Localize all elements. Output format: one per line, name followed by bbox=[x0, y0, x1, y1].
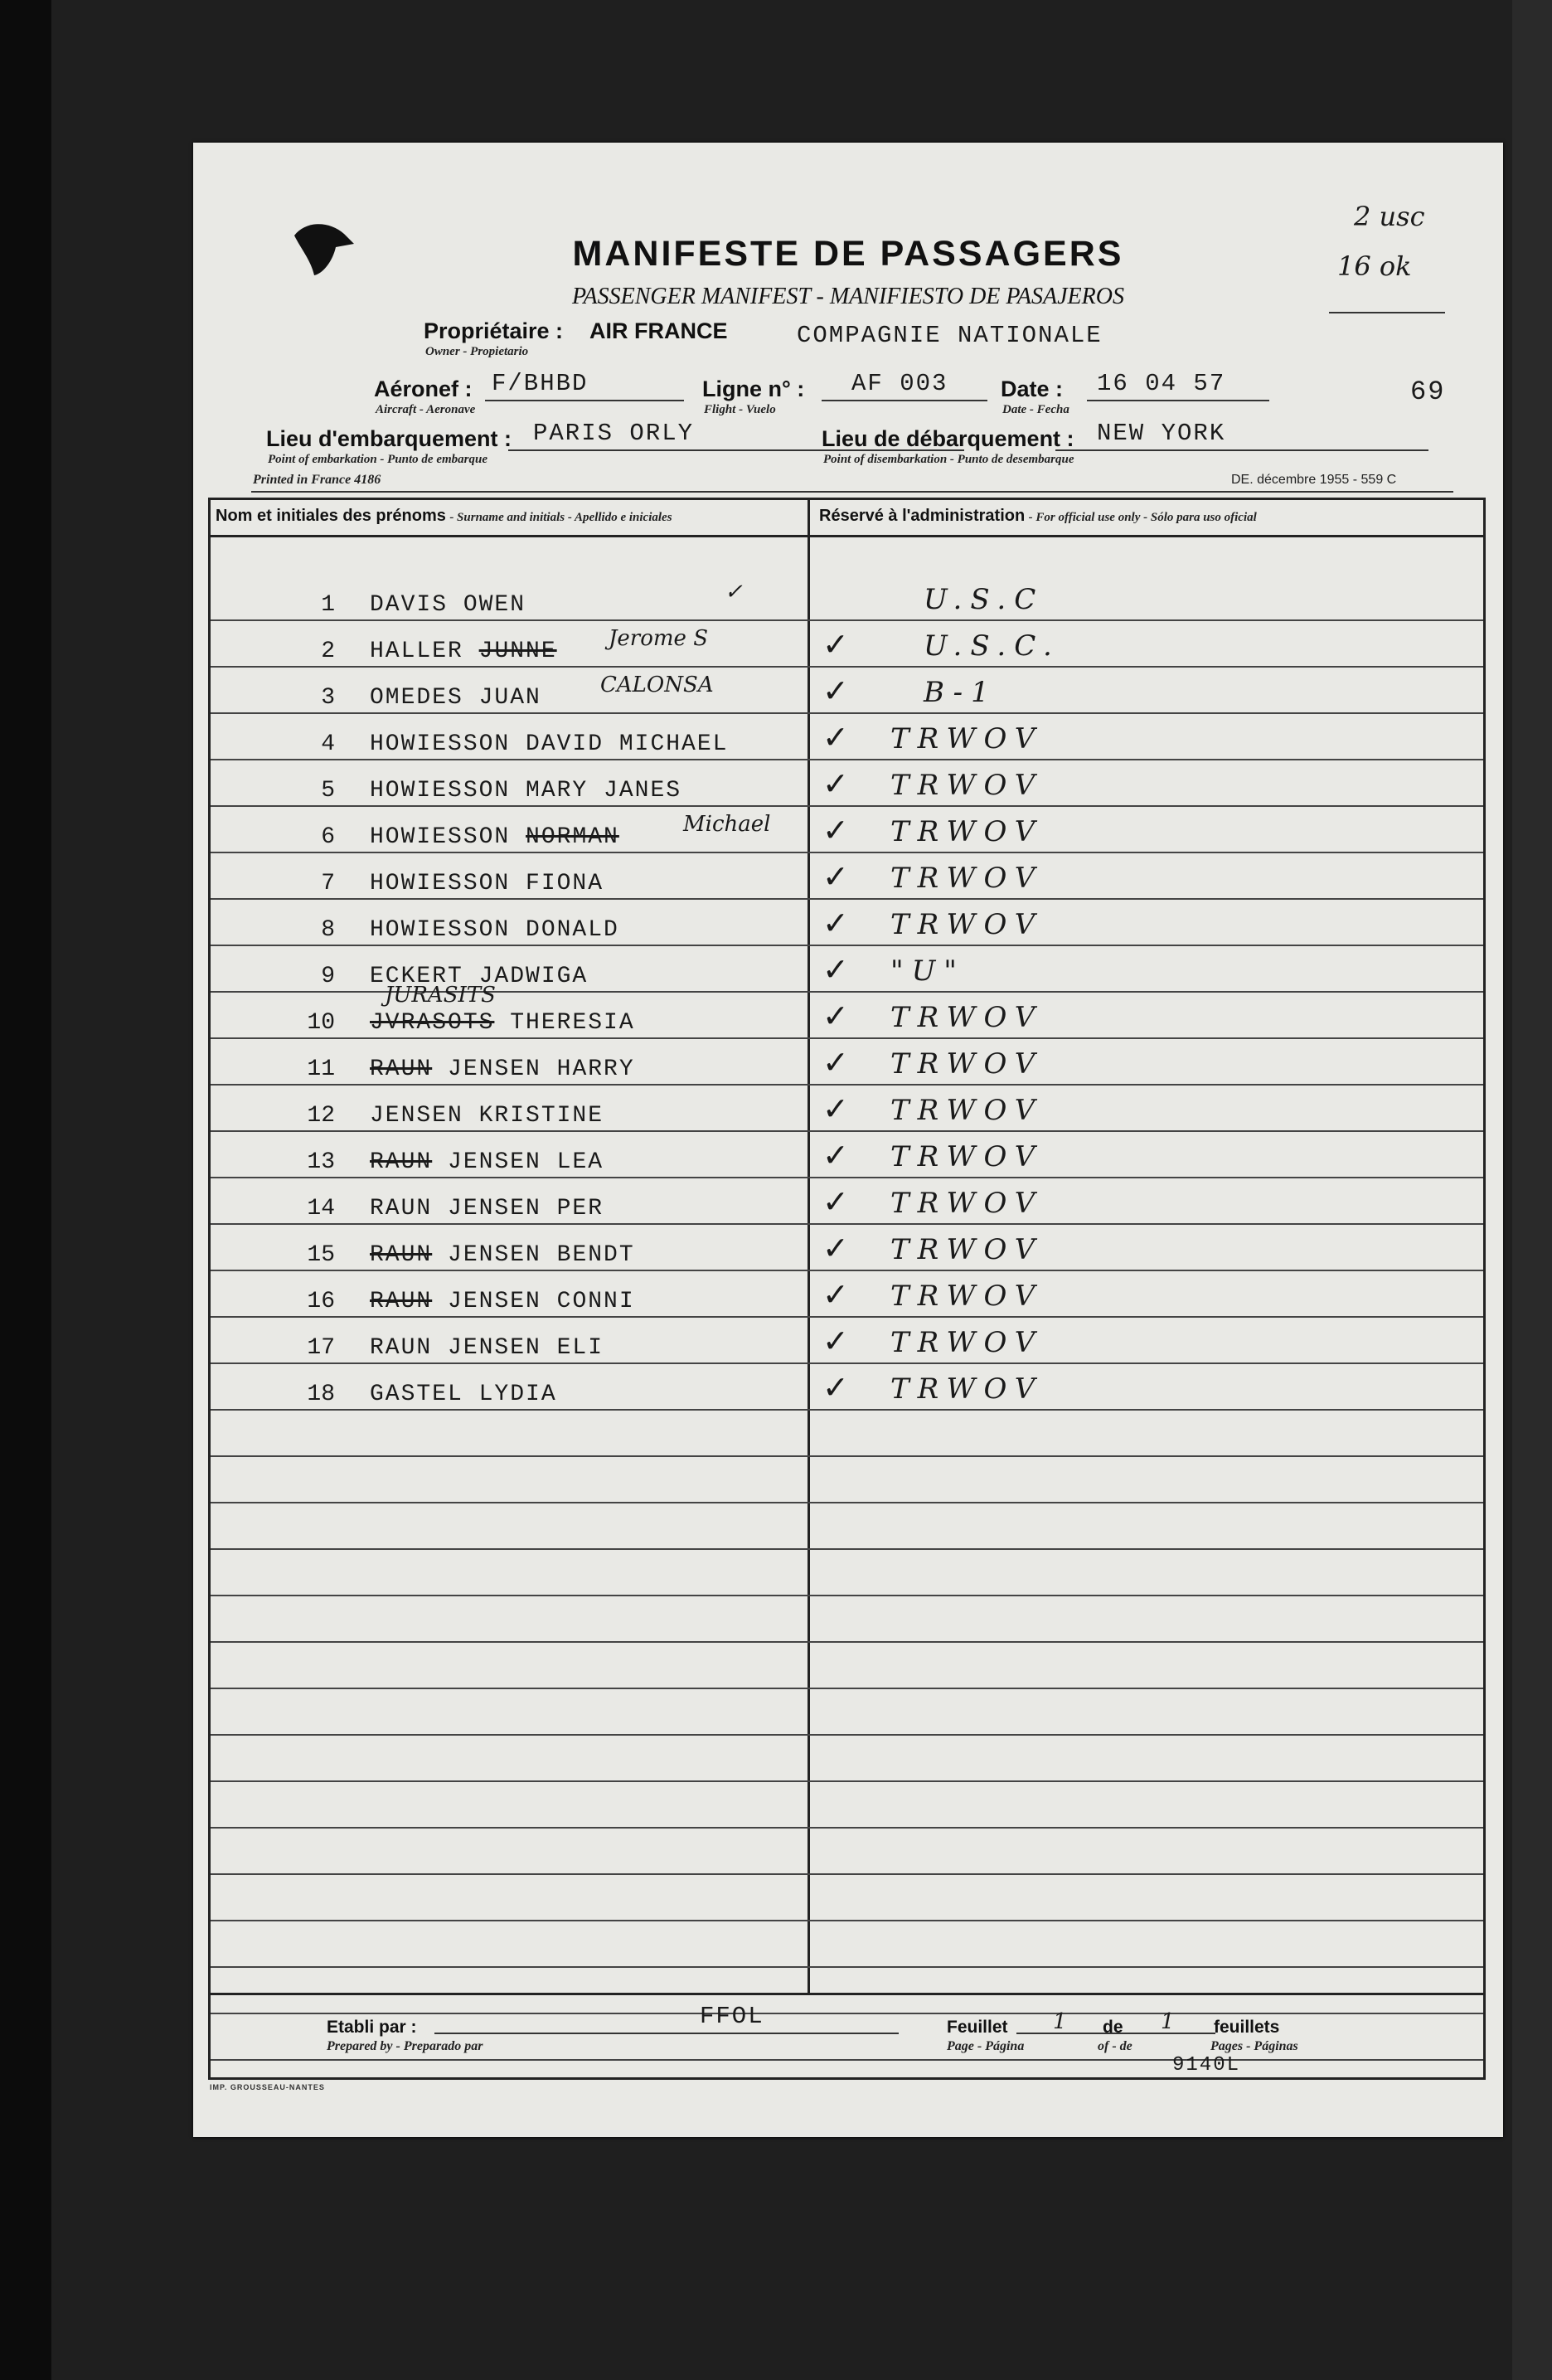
row-number: 12 bbox=[307, 1103, 335, 1129]
admin-note: TRWOV bbox=[890, 1372, 1044, 1406]
check-mark-icon: ✓ bbox=[822, 1230, 849, 1266]
prepared-label-sub: Prepared by - Preparado par bbox=[327, 2039, 483, 2053]
owner-typed: COMPAGNIE NATIONALE bbox=[797, 322, 1103, 349]
passenger-name-text: RAUN JENSEN PER bbox=[370, 1196, 604, 1222]
manifest-title: MANIFESTE DE PASSAGERS bbox=[572, 234, 1124, 274]
check-mark-icon: ✓ bbox=[822, 1044, 849, 1081]
check-mark-icon: ✓ bbox=[822, 1090, 849, 1127]
table-row bbox=[211, 900, 1483, 946]
disembark-value: NEW YORK bbox=[1097, 420, 1226, 447]
check-mark-icon: ✓ bbox=[822, 1183, 849, 1220]
row-number: 2 bbox=[321, 639, 335, 664]
table-row bbox=[211, 714, 1483, 760]
admin-note: U.S.C. bbox=[924, 629, 1060, 663]
passenger-name bbox=[370, 1010, 635, 1036]
empty-table-row bbox=[211, 1782, 1483, 1829]
table-row bbox=[211, 1132, 1483, 1178]
printed-note: Printed in France 4186 bbox=[253, 473, 381, 487]
passenger-name-text: ECKERT JADWIGA bbox=[370, 964, 589, 989]
empty-table-row bbox=[211, 1411, 1483, 1457]
empty-table-row bbox=[211, 1503, 1483, 1550]
check-mark-icon: ✓ bbox=[822, 951, 849, 988]
passenger-name bbox=[370, 639, 557, 664]
table-row bbox=[211, 1225, 1483, 1271]
empty-table-row bbox=[211, 1829, 1483, 1875]
row-number: 18 bbox=[307, 1382, 335, 1407]
passenger-name-text: JENSEN CONNI bbox=[448, 1289, 635, 1314]
check-mark-icon: ✓ bbox=[822, 673, 849, 709]
admin-note: TRWOV bbox=[890, 1140, 1044, 1173]
admin-note: B-1 bbox=[924, 676, 997, 709]
row-number: 16 bbox=[307, 1289, 335, 1314]
admin-note: TRWOV bbox=[890, 1187, 1044, 1220]
prepared-label: Etabli par : bbox=[327, 2018, 417, 2037]
flight-label-sub: Flight - Vuelo bbox=[704, 403, 776, 416]
stamp-number: 9140L bbox=[1172, 2054, 1241, 2076]
passenger-name-text: GASTEL LYDIA bbox=[370, 1382, 557, 1407]
row-number: 4 bbox=[321, 731, 335, 757]
aircraft-value: F/BHBD bbox=[492, 370, 589, 397]
struck-text: JUNNE bbox=[478, 639, 557, 664]
sheets-label-sub: Pages - Páginas bbox=[1210, 2039, 1298, 2053]
passenger-name-text: HOWIESSON DONALD bbox=[370, 917, 619, 943]
table-row bbox=[211, 575, 1483, 621]
flight-label: Ligne n° : bbox=[702, 376, 805, 401]
check-mark-icon: ✓ bbox=[822, 1323, 849, 1359]
struck-text: JVRASOTS bbox=[370, 1010, 495, 1036]
passenger-name bbox=[370, 778, 681, 804]
disembark-label-sub: Point of disembarkation - Punto de desembarque bbox=[823, 453, 1074, 466]
struck-text: NORMAN bbox=[526, 824, 619, 850]
row-number: 15 bbox=[307, 1242, 335, 1268]
row-number: 11 bbox=[307, 1056, 335, 1082]
passenger-name-text: JENSEN LEA bbox=[448, 1149, 604, 1175]
sheet-label: Feuillet bbox=[947, 2018, 1008, 2037]
admin-note: TRWOV bbox=[890, 815, 1044, 848]
flight-value: AF 003 bbox=[851, 370, 948, 397]
sheet-value: 1 bbox=[1053, 2009, 1067, 2034]
admin-note: TRWOV bbox=[890, 769, 1044, 802]
check-mark-icon: ✓ bbox=[822, 719, 849, 755]
of-label-sub: of - de bbox=[1098, 2039, 1132, 2053]
passenger-name bbox=[370, 1149, 604, 1175]
table-row bbox=[211, 621, 1483, 668]
table-row bbox=[211, 807, 1483, 853]
passenger-name-text: RAUN JENSEN ELI bbox=[370, 1335, 604, 1361]
check-mark-icon: ✓ bbox=[822, 998, 849, 1034]
check-mark-icon: ✓ bbox=[822, 905, 849, 941]
check-mark-icon: ✓ bbox=[822, 1369, 849, 1406]
empty-table-row bbox=[211, 1875, 1483, 1921]
struck-text: RAUN bbox=[370, 1289, 433, 1314]
empty-table-row bbox=[211, 1921, 1483, 1968]
admin-note: TRWOV bbox=[890, 908, 1044, 941]
corner-note-2: 16 ok bbox=[1337, 250, 1412, 282]
passenger-name bbox=[370, 731, 728, 757]
date-value: 16 04 57 bbox=[1097, 370, 1226, 397]
empty-table-row bbox=[211, 1643, 1483, 1689]
passenger-name-text: THERESIA bbox=[510, 1010, 635, 1036]
date-label: Date : bbox=[1001, 376, 1064, 401]
admin-note: TRWOV bbox=[890, 1280, 1044, 1313]
page-number: 69 bbox=[1410, 376, 1446, 407]
admin-note: TRWOV bbox=[890, 862, 1044, 895]
passenger-name-text: HOWIESSON DAVID MICHAEL bbox=[370, 731, 729, 757]
check-mark-icon: ✓ bbox=[822, 1276, 849, 1313]
empty-table-row bbox=[211, 1550, 1483, 1596]
admin-note: "U" bbox=[890, 954, 965, 988]
manifest-subtitle: PASSENGER MANIFEST - MANIFIESTO DE PASAJEROS bbox=[572, 284, 1124, 309]
owner-label-sub: Owner - Propietario bbox=[425, 345, 529, 358]
passenger-name bbox=[370, 1242, 635, 1268]
scan-border-right bbox=[1512, 0, 1552, 2380]
passenger-name bbox=[370, 1335, 604, 1361]
row-number: 6 bbox=[321, 824, 335, 850]
of-label: de bbox=[1103, 2018, 1123, 2037]
row-number: 10 bbox=[307, 1010, 335, 1036]
check-mark-icon: ✓ bbox=[822, 765, 849, 802]
printer-mark: IMP. GROUSSEAU-NANTES bbox=[210, 2083, 325, 2091]
empty-table-row bbox=[211, 1689, 1483, 1736]
admin-note: TRWOV bbox=[890, 1233, 1044, 1266]
scan-border-left bbox=[0, 0, 51, 2380]
embark-label: Lieu d'embarquement : bbox=[266, 426, 512, 451]
struck-text: RAUN bbox=[370, 1056, 433, 1082]
handwritten-annotation: Jerome S bbox=[609, 626, 709, 651]
col-header-names: Nom et initiales des prénoms - Surname and initials - Apellido e iniciales bbox=[216, 507, 672, 525]
passenger-name-text: HALLER bbox=[370, 639, 463, 664]
passenger-name-text: HOWIESSON FIONA bbox=[370, 871, 604, 896]
passenger-name bbox=[370, 871, 604, 896]
handwritten-annotation: Michael bbox=[683, 812, 771, 837]
passenger-name bbox=[370, 1289, 635, 1314]
passenger-name-text: JENSEN BENDT bbox=[448, 1242, 635, 1268]
admin-note: TRWOV bbox=[890, 722, 1044, 755]
passenger-name bbox=[370, 917, 619, 943]
check-mark-icon: ✓ bbox=[822, 858, 849, 895]
passenger-name-text: DAVIS OWEN bbox=[370, 592, 526, 618]
row-number: 8 bbox=[321, 917, 335, 943]
row-number: 9 bbox=[321, 964, 335, 989]
col-header-admin: Réservé à l'administration - For official use only - Sólo para uso oficial bbox=[819, 507, 1257, 525]
passenger-name bbox=[370, 1056, 635, 1082]
empty-table-row bbox=[211, 1736, 1483, 1782]
table-row bbox=[211, 668, 1483, 714]
row-number: 3 bbox=[321, 685, 335, 711]
of-value: 1 bbox=[1161, 2009, 1175, 2034]
owner-value: AIR FRANCE bbox=[589, 318, 728, 343]
passenger-name-text: JENSEN KRISTINE bbox=[370, 1103, 604, 1129]
prepared-value: FFOL bbox=[700, 2003, 764, 2030]
handwritten-annotation: JURASITS bbox=[385, 983, 496, 1008]
check-mark-icon: ✓ bbox=[822, 812, 849, 848]
table-row bbox=[211, 760, 1483, 807]
table-row bbox=[211, 1178, 1483, 1225]
disembark-label: Lieu de débarquement : bbox=[822, 426, 1074, 451]
empty-table-row bbox=[211, 1457, 1483, 1503]
passenger-name bbox=[370, 824, 619, 850]
passenger-name bbox=[370, 1196, 604, 1222]
empty-table-row bbox=[211, 1596, 1483, 1643]
table-row bbox=[211, 1086, 1483, 1132]
corner-note-1: 2 usc bbox=[1354, 201, 1425, 232]
table-row bbox=[211, 853, 1483, 900]
passenger-rows bbox=[211, 575, 1483, 2061]
sheet-label-sub: Page - Página bbox=[947, 2039, 1025, 2053]
row-number: 14 bbox=[307, 1196, 335, 1222]
passenger-table bbox=[208, 498, 1486, 2080]
admin-note: TRWOV bbox=[890, 1001, 1044, 1034]
sheets-label: feuillets bbox=[1214, 2018, 1280, 2037]
admin-note: TRWOV bbox=[890, 1094, 1044, 1127]
admin-note: U.S.C bbox=[924, 583, 1045, 616]
struck-text: RAUN bbox=[370, 1242, 433, 1268]
admin-note: TRWOV bbox=[890, 1326, 1044, 1359]
struck-text: RAUN bbox=[370, 1149, 433, 1175]
passenger-name-text: HOWIESSON MARY JANES bbox=[370, 778, 682, 804]
check-mark-icon: ✓ bbox=[822, 1137, 849, 1173]
passenger-name bbox=[370, 685, 541, 711]
row-number: 1 bbox=[321, 592, 335, 618]
empty-table-row bbox=[211, 1968, 1483, 2014]
passenger-name bbox=[370, 1382, 557, 1407]
table-row bbox=[211, 1364, 1483, 1411]
embark-label-sub: Point of embarkation - Punto de embarque bbox=[268, 453, 488, 466]
owner-label: Propriétaire : bbox=[424, 318, 564, 343]
table-row bbox=[211, 1271, 1483, 1318]
passenger-name bbox=[370, 592, 526, 618]
check-mark-icon: ✓ bbox=[822, 626, 849, 663]
row-number: 7 bbox=[321, 871, 335, 896]
passenger-name bbox=[370, 1103, 604, 1129]
form-code: DE. décembre 1955 - 559 C bbox=[1231, 473, 1397, 487]
embark-value: PARIS ORLY bbox=[533, 420, 695, 447]
table-row bbox=[211, 983, 1483, 1039]
aircraft-label-sub: Aircraft - Aeronave bbox=[376, 403, 476, 416]
admin-note: TRWOV bbox=[890, 1047, 1044, 1081]
row-number: 17 bbox=[307, 1335, 335, 1361]
row-number: 5 bbox=[321, 778, 335, 804]
passenger-name-text: JENSEN HARRY bbox=[448, 1056, 635, 1082]
handwritten-annotation: ✓ bbox=[725, 580, 743, 605]
passenger-name-text: OMEDES JUAN bbox=[370, 685, 541, 711]
manifest-sheet bbox=[193, 143, 1503, 2137]
handwritten-annotation: CALONSA bbox=[600, 673, 714, 697]
passenger-name-text: HOWIESSON bbox=[370, 824, 511, 850]
aircraft-label: Aéronef : bbox=[374, 376, 473, 401]
table-row bbox=[211, 1039, 1483, 1086]
date-label-sub: Date - Fecha bbox=[1002, 403, 1069, 416]
table-row bbox=[211, 1318, 1483, 1364]
row-number: 13 bbox=[307, 1149, 335, 1175]
